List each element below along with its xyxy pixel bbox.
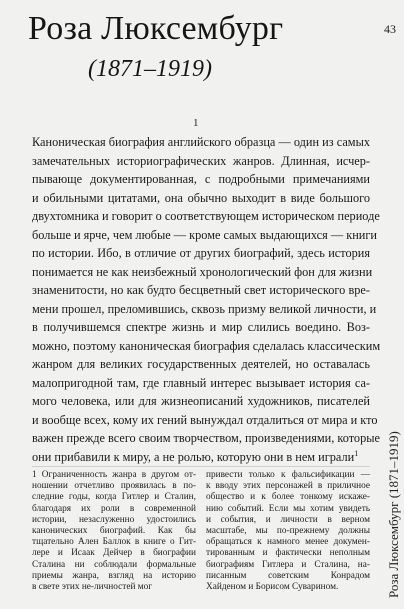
body-line [32,448,370,467]
footnote-line: ношении отчетливо проявилась в по- [32,481,196,492]
footnote-line: биографиям Гитлера и Сталина, на- [206,559,370,570]
page-number: 43 [384,22,396,36]
body-line: мого человека, или для жизнеописаний художников, писателей [32,394,370,408]
body-line-text: они прибавили к миру, а не ролью, которую они в нем играли [32,449,355,464]
footnote-column-left [32,470,196,593]
footnote-line: истории, незаслуженно удостоились [32,514,196,525]
footnote-line: Сталина ни соблюдали формальные [32,559,196,570]
footnote-line: привести только к фальсификации — [206,470,370,480]
body-line: замечательных историографических жанров. Длинная, исчер- [32,153,370,168]
footnote-line: лере и Исаак Дейчер в биографии [32,548,196,559]
footnote-line: к вводу этих персонажей в приличное [206,481,370,492]
chapter-title: Роза Люксембург [28,10,284,47]
running-head: Роза Люксембург (1871–1919) [386,431,401,598]
footnote-line: писанным советским Конрадом [206,570,370,581]
body-line: и обильными цитатами, она обычно выходит в виде большого [32,190,370,205]
footnote-line: нию событий. Если мы хотим увидеть [206,503,370,514]
body-line: жанром для великих государственных деятелей, но оставалась [32,357,370,371]
footnote-line: канонических биографий. Как бы [32,525,196,536]
footnote-line: тщательно Ален Баллок в книге о Гит- [32,537,196,548]
body-text [32,133,381,466]
body-line: понимается не как неизбежный хронологический фон для жизни [32,264,373,279]
footnote-line: Хайденом и Борисом Суварином. [206,581,339,592]
footnote-column-right [206,470,370,593]
body-line: мени прошел, преломившись, сквозь призму великой личности, и [32,301,377,316]
footnote-line: 1 Ограниченность жанра в другом от- [32,470,196,480]
body-line: Каноническая биография английского образца — один из самых [32,135,370,149]
body-line: и вообще всех, кому их гений вынуждал отдалиться от мира и кто [32,412,378,427]
body-line: малопригодной там, где главный интерес вызывает история са- [32,375,370,390]
footnote-line: в свете этих не-личностей мог [32,581,153,592]
footnote-line: тированным и фактически неполным [206,548,370,559]
body-line: больше и ярче, чем любые — кроме самых выдающихся — книги [32,227,377,242]
footnote-line: приемы жанра, взгляд на историю [32,570,196,581]
footnote-divider [32,466,370,467]
footnote-line: обращаться к намного менее докумен- [206,537,370,548]
body-line: по истории. Ибо, в отличие от других биографий, здесь история [32,246,370,260]
footnote-line: благодаря их роли в современной [32,503,196,514]
footnote-line: общество и к более тонкому искаже- [206,492,370,503]
footnote-marker[interactable]: 1 [354,448,359,458]
body-line: в получившемся спектре жизнь и мир слились воедино. Воз- [32,320,370,334]
footnote-line: масштабе, мы по-прежнему должны [206,525,370,536]
body-line: пывающе документированная, с подробными примечаниями [32,172,370,186]
footnote-line: и события, и личности в верном [206,514,370,525]
body-line: можно, поэтому каноническая биография сделалась классическим [32,338,381,353]
chapter-years: (1871–1919) [88,56,212,82]
body-line: важен прежде всего своим творчеством, произведениями, которые [32,431,380,445]
footnote-line: следние годы, когда Гитлер и Сталин, [32,492,196,503]
body-line: знаменитости, но как будто бесцветный свет исторического вре- [32,283,370,297]
section-number: 1 [193,117,199,129]
body-line: двухтомника и говорит о соответствующем историческом периоде [32,209,380,223]
